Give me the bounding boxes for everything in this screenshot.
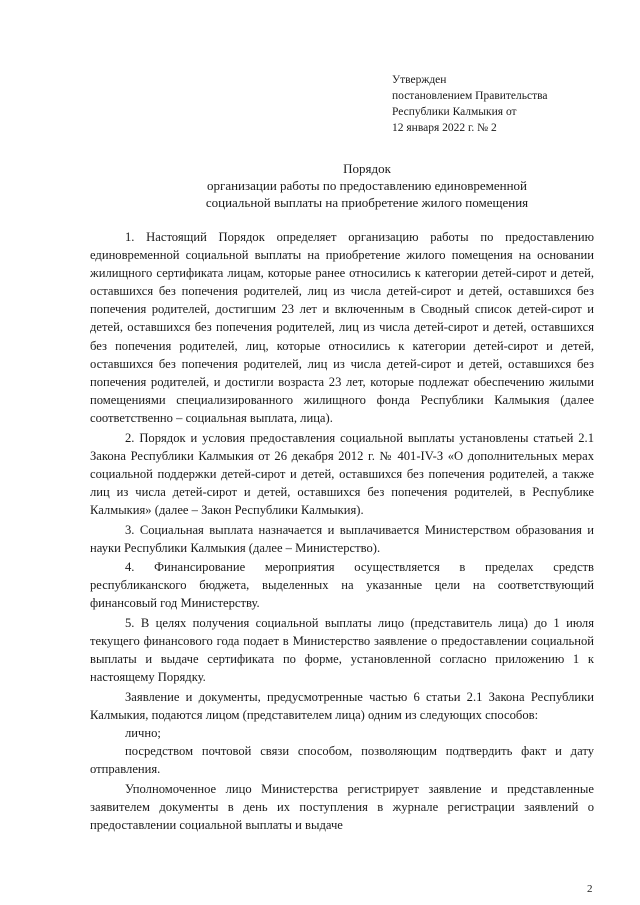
approval-stamp (392, 72, 548, 136)
paragraph: лично; (125, 726, 161, 741)
approval-line: Утвержден (392, 74, 447, 86)
approval-line: Республики Калмыкия от (392, 106, 517, 118)
document-title (0, 160, 640, 211)
paragraph: Заявление и документы, предусмотренные частью 6 статьи 2.1 Закона Республики Калмыкия, подаются лицом (представителем лица) одним из следующих способов: (90, 689, 594, 722)
title-line: Порядок (343, 161, 391, 176)
paragraph: посредством почтовой связи способом, позволяющим подтвердить факт и дату отправления. (90, 744, 594, 777)
document-body (90, 228, 594, 834)
paragraph: Уполномоченное лицо Министерства регистрирует заявление и представленные заявителем документы в день их поступления в журнале регистрации заявлений о предоставлении социальной выплаты и выдаче (90, 781, 594, 832)
title-line: организации работы по предоставлению единовременной (206, 178, 527, 193)
paragraph: 3. Социальная выплата назначается и выплачивается Министерством образования и науки Республики Калмыкия (далее – Министерство). (90, 522, 594, 555)
approval-line: 12 января 2022 г. № 2 (392, 122, 497, 134)
paragraph: 1. Настоящий Порядок определяет организацию работы по предоставлению единовременной социальной выплаты на приобретение жилого помещения на основании жилищного сертификата лицам, которые ранее относились к категории детей-сирот и детей, оставшихся без попечения родителей, лиц из числа детей-сирот и детей, оставшихся без попечения родителей, достигшим 23 лет и включенным в Сводный список детей-сирот и детей, оставшихся без попечения родителей, лиц из числа детей-сирот и детей, оставшихся без попечения родителей, лиц, которые относились к категории детей-сирот и детей, оставшихся без попечения родителей, лиц из числа детей-сирот и детей, оставшихся без попечения родителей, и достигли возраста 23 лет, которые подлежат обеспечению жилыми помещениями специализированного жилищного фонда Республики Калмыкия (далее соответственно – социальная выплата, лица). (90, 230, 594, 425)
title-line: социальной выплаты на приобретение жилого помещения (205, 195, 529, 210)
paragraph: 4. Финансирование мероприятия осуществляется в пределах средств республиканского бюджета, выделенных на указанные цели на соответствующий финансовый год Министерству. (90, 560, 594, 611)
page-number: 2 (587, 883, 593, 895)
paragraph: 5. В целях получения социальной выплаты лицо (представитель лица) до 1 июля текущего финансового года подает в Министерство заявление о предоставлении социальной выплаты и выдаче сертификата по форме, установленной согласно приложению 1 к настоящему Порядку. (90, 615, 594, 685)
approval-line: постановлением Правительства (392, 90, 548, 102)
paragraph: 2. Порядок и условия предоставления социальной выплаты установлены статьей 2.1 Закона Республики Калмыкия от 26 декабря 2012 г. № 401-IV-З «О дополнительных мерах социальной поддержки детей-сирот и детей, оставшихся без попечения родителей, а также лиц из числа детей-сирот и детей, оставшихся без попечения родителей, в Республике Калмыкия» (далее – Закон Республики Калмыкия). (90, 430, 594, 517)
